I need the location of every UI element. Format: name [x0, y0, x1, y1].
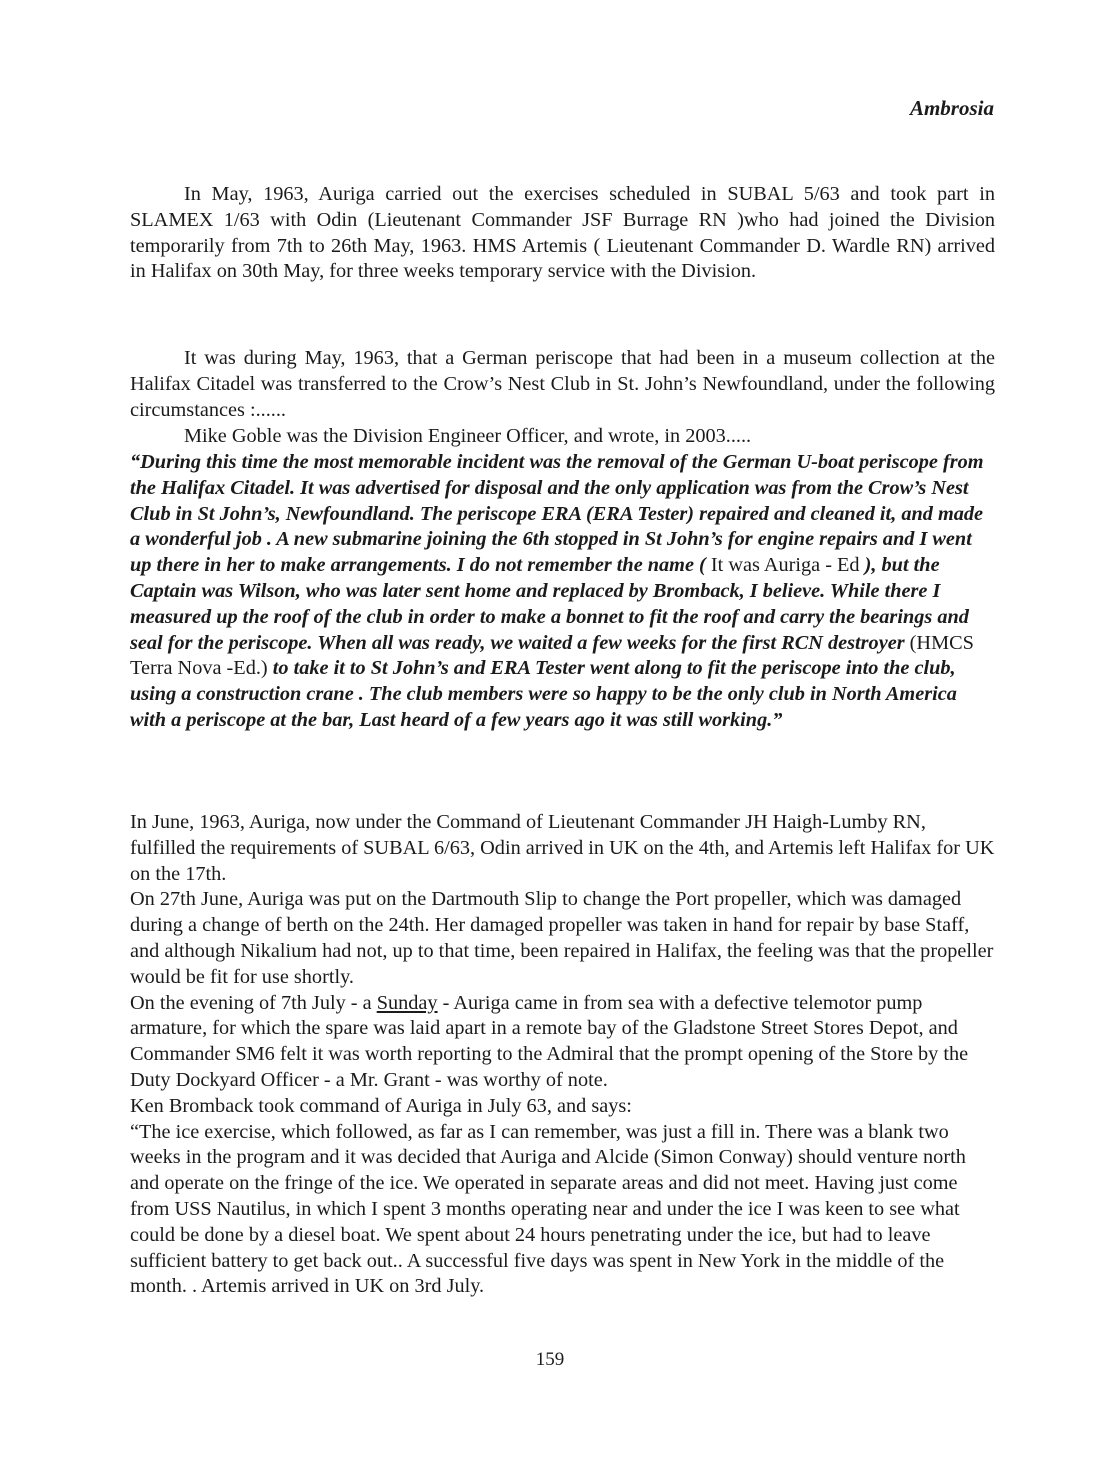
paragraph-mike-goble-intro: Mike Goble was the Division Engineer Officer, and wrote, in 2003.....: [184, 425, 752, 447]
sunday-underlined: Sunday: [376, 991, 438, 1014]
editor-note-auriga: It was Auriga - Ed: [705, 554, 865, 577]
quote-mike-goble: [130, 450, 995, 734]
paragraph-dartmouth-slip: On 27th June, Auriga was put on the Dartmouth Slip to change the Port propeller, which was damaged during a change of berth on the 24th. Her damaged propeller was taken in hand for repair by base Staff, and although Nikalium had not, up to that time, been repaired in Halifax, the feeling was that the propeller would be fit for use shortly.: [130, 888, 994, 988]
body-text-june-july: [130, 810, 995, 1300]
paragraph-may-exercises: In May, 1963, Auriga carried out the exercises scheduled in SUBAL 5/63 and took part in SLAMEX 1/63 with Odin (Lieutenant Commander JSF Burrage RN )who had joined the Division temporarily from 7th to 26th May, 1963. HMS Artemis ( Lieutenant Commander D. Wardle RN) arrived in Halifax on 30th May, for three weeks temporary service with the Division.: [130, 183, 995, 283]
paragraph-german-periscope: It was during May, 1963, that a German periscope that had been in a museum collection at the Halifax Citadel was transferred to the Crow’s Nest Club in St. John’s Newfoundland, under the following circumstances :......: [130, 347, 995, 421]
paragraph-bromback-command: Ken Bromback took command of Auriga in July 63, and says:: [130, 1094, 632, 1117]
paragraph-ice-exercise-quote: “The ice exercise, which followed, as far as I can remember, was just a fill in. There was a blank two weeks in the program and it was decided that Auriga and Alcide (Simon Conway) should venture north and operate on the fringe of the ice. We operated in separate areas and did not meet. Having just come from USS Nautilus, in which I spent 3 months operating near and under the ice I was keen to see what could be done by a diesel boat. We spent about 24 hours penetrating under the ice, but had to leave sufficient battery to get back out.. A successful five days was spent in New York in the middle of the month. . Artemis arrived in UK on 3rd July.: [130, 1120, 966, 1298]
quote-text-2: ), but the Captain was Wilson, who was later sent home and replaced by Bromback, I believe. While there I measured up the roof of the club in order to make a bonnet to fit the roof and carry the bearings and seal for the periscope. When all was ready, we waited a few weeks for the first RCN destroyer: [130, 554, 969, 654]
editor-note-terra-nova: (HMCS Terra Nova -Ed.): [130, 631, 974, 680]
paragraph-telemotor: [130, 991, 995, 1094]
telemotor-text-before: On the evening of 7th July - a: [130, 991, 377, 1014]
quote-text-3: to take it to St John’s and ERA Tester went along to fit the periscope into the club, using a construction crane . The club members were so happy to be the only club in North America with a periscope at the bar, Last heard of a few years ago it was still working.”: [130, 657, 957, 731]
running-header: Ambrosia: [909, 96, 994, 120]
page-number: 159: [535, 1349, 565, 1370]
telemotor-text-after: - Auriga came in from sea with a defective telemotor pump armature, for which the spare was laid apart in a remote bay of the Gladstone Street Stores Depot, and Commander SM6 felt it was worth reporting to the Admiral that the prompt opening of the Store by the Duty Dockyard Officer - a Mr. Grant - was worthy of note.: [130, 991, 969, 1091]
quote-text-1: “During this time the most memorable incident was the removal of the German U-boat periscope from the Halifax Citadel. It was advertised for disposal and the only application was from the Crow’s Nest Club in St John’s, Newfoundland. The periscope ERA (ERA Tester) repaired and cleaned it, and made a wonderful job . A new submarine joining the 6th stopped in St John’s for engine repairs and I went up there in her to make arrangements. I do not remember the name (: [130, 451, 984, 577]
paragraph-june-subal: In June, 1963, Auriga, now under the Command of Lieutenant Commander JH Haigh-Lumby RN, fulfilled the requirements of SUBAL 6/63, Odin arrived in UK on the 4th, and Artemis left Halifax for UK on the 17th.: [130, 811, 995, 885]
